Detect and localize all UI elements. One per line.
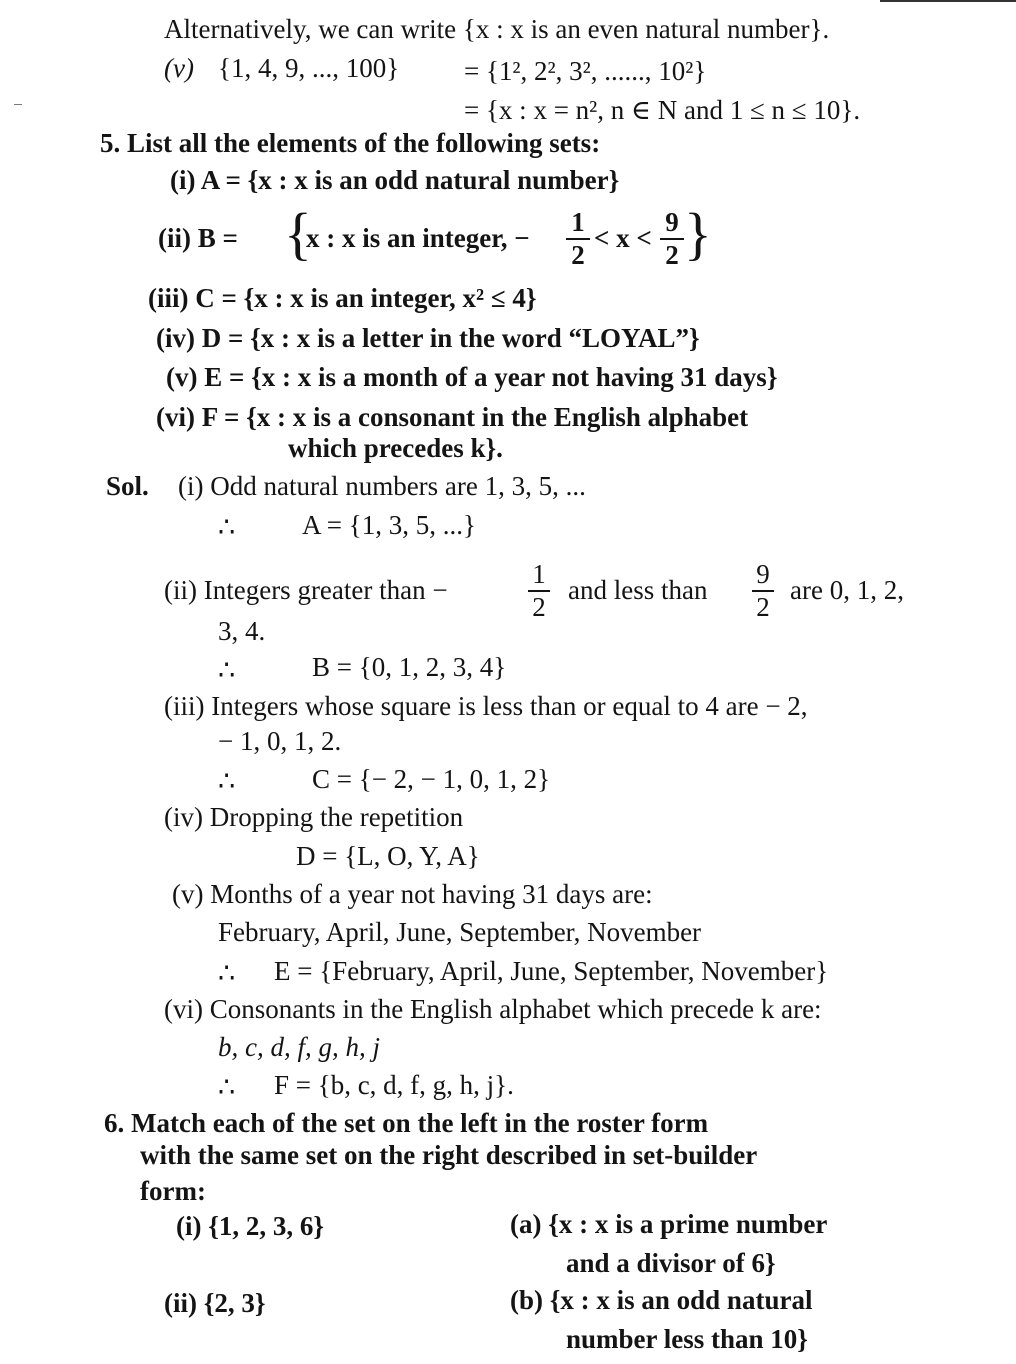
sol-iii-result: C = {− 2, − 1, 0, 1, 2} — [312, 764, 551, 794]
top-rule — [880, 0, 1016, 2]
intro-v-label: (v) — [164, 53, 194, 83]
therefore-symbol: ∴ — [218, 512, 236, 542]
q6-line3: form: — [140, 1176, 206, 1206]
therefore-symbol: ∴ — [218, 655, 236, 685]
sol-v-a: (v) Months of a year not having 31 days are: — [172, 879, 653, 909]
q6-left-i: (i) {1, 2, 3, 6} — [176, 1211, 325, 1241]
sol-i-text: (i) Odd natural numbers are 1, 3, 5, ... — [178, 471, 586, 501]
sol-ii-f2-den: 2 — [756, 592, 770, 622]
intro-v-eq2: = {x : x = n², n ∈ N and 1 ≤ n ≤ 10}. — [464, 95, 861, 125]
sol-label: Sol. — [106, 471, 149, 501]
q5-ii-fraction-2 — [660, 209, 684, 269]
sol-v-b: February, April, June, September, November — [218, 917, 702, 947]
margin-mark — [14, 104, 22, 105]
q6-line1: 6. Match each of the set on the left in the roster form — [104, 1108, 709, 1138]
q5-i: (i) A = {x : x is an odd natural number} — [170, 165, 620, 195]
sol-vi-b: b, c, d, f, g, h, j — [218, 1032, 380, 1062]
q6-right-b1: (b) {x : x is an odd natural — [510, 1285, 813, 1315]
q6-right-a1: (a) {x : x is a prime number — [510, 1209, 828, 1239]
sol-ii-fraction-1 — [528, 561, 550, 621]
sol-ii-c: are 0, 1, 2, — [790, 575, 904, 605]
q5-ii-lead: (ii) B = — [158, 223, 238, 253]
sol-iii-b: − 1, 0, 1, 2. — [218, 726, 342, 756]
q5-ii-f2-num: 9 — [665, 207, 679, 237]
alt-line: Alternatively, we can write {x : x is an even natural number}. — [164, 14, 830, 44]
q6-right-b2: number less than 10} — [566, 1324, 808, 1354]
therefore-symbol: ∴ — [218, 766, 236, 796]
therefore-symbol: ∴ — [218, 1072, 236, 1102]
q5-ii-lt: < x < — [594, 223, 652, 253]
sol-ii-result: B = {0, 1, 2, 3, 4} — [312, 652, 507, 682]
intro-v-set: {1, 4, 9, ..., 100} — [218, 53, 400, 83]
sol-ii-f1-den: 2 — [532, 592, 546, 622]
q5-ii-f1-num: 1 — [571, 207, 585, 237]
q5-ii-f2-den: 2 — [665, 240, 679, 270]
intro-v-eq1: = {1², 2², 3², ......, 10²} — [464, 56, 707, 86]
q5-ii-fraction-1 — [566, 209, 590, 269]
sol-v-result: E = {February, April, June, September, November} — [274, 956, 829, 986]
sol-iv-a: (iv) Dropping the repetition — [164, 802, 464, 832]
q5-iii: (iii) C = {x : x is an integer, x² ≤ 4} — [148, 283, 537, 313]
sol-iv-result: D = {L, O, Y, A} — [296, 841, 480, 871]
sol-vi-result: F = {b, c, d, f, g, h, j}. — [274, 1070, 514, 1100]
sol-ii-f2-num: 9 — [756, 559, 770, 589]
q5-vi-a: (vi) F = {x : x is a consonant in the English alphabet — [156, 402, 749, 432]
sol-ii-a: (ii) Integers greater than − — [164, 575, 448, 605]
q5-ii-f1-den: 2 — [571, 240, 585, 270]
q6-line2: with the same set on the right described in set-builder — [140, 1140, 758, 1170]
therefore-symbol: ∴ — [218, 958, 236, 988]
sol-vi-a: (vi) Consonants in the English alphabet which precede k are: — [164, 994, 822, 1024]
sol-i-result: A = {1, 3, 5, ...} — [302, 510, 476, 540]
q5-ii-close-brace: } — [684, 201, 712, 266]
q6-left-ii: (ii) {2, 3} — [164, 1288, 266, 1318]
q5-heading: 5. List all the elements of the following sets: — [100, 128, 601, 158]
q5-vi-b: which precedes k}. — [288, 433, 503, 463]
q5-ii-open-brace: { — [284, 201, 312, 266]
sol-ii-d: 3, 4. — [218, 616, 266, 646]
sol-iii-a: (iii) Integers whose square is less than or equal to 4 are − 2, — [164, 691, 808, 721]
q5-v: (v) E = {x : x is a month of a year not having 31 days} — [166, 362, 778, 392]
q5-ii-text: x : x is an integer, − — [306, 223, 530, 253]
q6-right-a2: and a divisor of 6} — [566, 1248, 776, 1278]
sol-ii-f1-num: 1 — [532, 559, 546, 589]
sol-ii-fraction-2 — [752, 561, 774, 621]
q5-iv: (iv) D = {x : x is a letter in the word “LOYAL”} — [156, 323, 700, 353]
sol-ii-b: and less than — [568, 575, 708, 605]
